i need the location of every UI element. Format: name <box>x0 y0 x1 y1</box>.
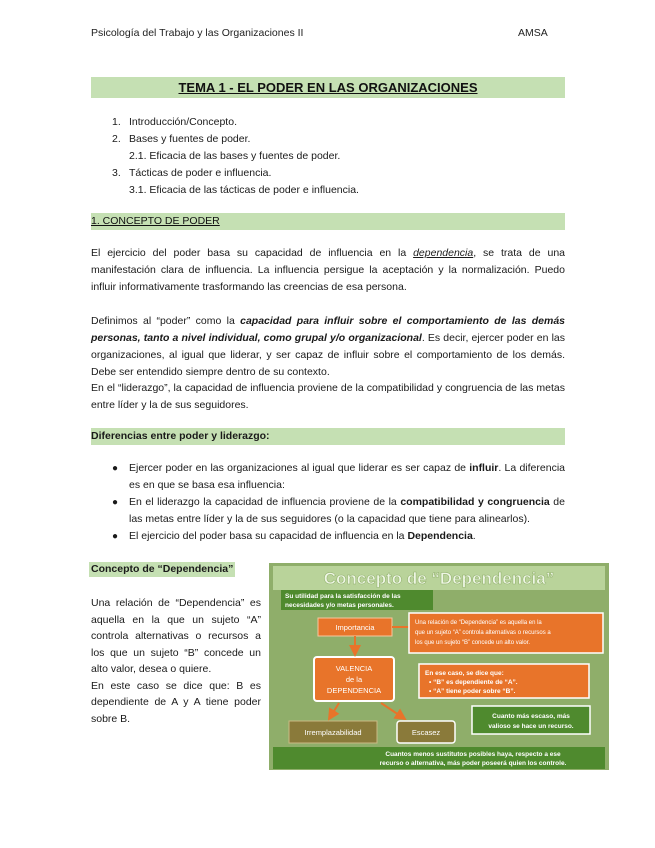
list-item: ● En el liderazgo la capacidad de influencia proviene de la compatibilidad y congruencia de las metas entre líder y la de sus seguidores (o la capacidad que tiene para alinearlos). <box>112 496 565 525</box>
utility-note-line: Su utilidad para la satisfacción de las <box>285 593 401 600</box>
subheading-diferencias: Diferencias entre poder y liderazgo: <box>91 428 565 445</box>
substitutes-note-line: recurso o alternativa, más poder poseerá quien los controle. <box>379 760 567 767</box>
toc-item: 2. Bases y fuentes de poder. <box>112 133 251 145</box>
case-line: • “B” es dependiente de “A”. <box>429 679 518 686</box>
importancia-label: Importancia <box>335 623 375 632</box>
paragraph-dependencia: El ejercicio del poder basa su capacidad de influencia en la dependencia, se trata de una manifestación clara de influencia. La influencia persigue la aceptación y la normalización. Puedo influir informativamente trasformando las creencias de esa persona. <box>91 247 565 293</box>
escasez-label: Escasez <box>411 728 441 737</box>
page-title: TEMA 1 - EL PODER EN LAS ORGANIZACIONES <box>91 77 565 98</box>
bullet-list <box>91 460 565 545</box>
header-author: AMSA <box>518 27 548 39</box>
definition-line: Una relación de “Dependencia” es aquella en la <box>415 620 542 626</box>
toc-item: 1. Introducción/Concepto. <box>112 116 237 128</box>
paragraph-liderazgo: En el “liderazgo”, la capacidad de influencia proviene de la compatibilidad y congruencia de las metas entre líder y la de sus seguidores. <box>91 382 565 411</box>
toc-item: 3. Tácticas de poder e influencia. <box>112 167 272 179</box>
table-of-contents <box>91 114 565 199</box>
valencia-label: VALENCIA <box>335 664 373 673</box>
scarcity-note-line: valioso se hace un recurso. <box>488 723 574 730</box>
case-line: • “A” tiene poder sobre “B”. <box>429 688 516 695</box>
scarcity-note-line: Cuanto más escaso, más <box>492 713 570 720</box>
case-line: En ese caso, se dice que: <box>425 670 504 677</box>
substitutes-note-line: Cuantos menos sustitutos posibles haya, respecto a ese <box>385 751 561 758</box>
definition-line: los que un sujeto “B” concede un alto valor. <box>415 640 531 646</box>
list-item: ● Ejercer poder en las organizaciones al igual que liderar es ser capaz de influir. La diferencia es en que se basa esa influencia: <box>112 462 565 491</box>
dependencia-description: Una relación de “Dependencia” es aquella en la que un sujeto “A” controla alternativas o recursos a los que un sujeto “B” concede un alto valor, desea o quiere. En este caso se dice que: B es dependiente de A y A tiene poder sobre B. <box>91 597 261 725</box>
subheading-dependencia: Concepto de “Dependencia” <box>91 563 234 575</box>
diagram-title: Concepto de “Dependencia” <box>323 569 555 588</box>
toc-subitem: 3.1. Eficacia de las tácticas de poder e influencia. <box>129 184 359 196</box>
list-item: ● El ejercicio del poder basa su capacidad de influencia en la Dependencia. <box>112 530 476 542</box>
valencia-label: DEPENDENCIA <box>326 686 382 695</box>
dependencia-diagram <box>269 563 609 770</box>
utility-note-line: necesidades y/o metas personales. <box>285 602 394 609</box>
paragraph-definicion-poder: Definimos al “poder” como la capacidad para influir sobre el comportamiento de las demás personas, tanto a nivel individual, como grupal y/o organizacional. Es decir, ejercer poder en las organizaciones, al igual que liderar, y ser capaz de influir sobre el comportamiento de los demás. Debe ser entendido siempre dentro de su contexto. <box>91 315 566 378</box>
section-heading: 1. CONCEPTO DE PODER <box>91 213 565 230</box>
valencia-label: de la <box>345 675 363 684</box>
irremplazabilidad-label: Irremplazabilidad <box>304 728 362 737</box>
definition-line: que un sujeto “A” controla alternativas o recursos a <box>415 630 551 636</box>
toc-subitem: 2.1. Eficacia de las bases y fuentes de poder. <box>129 150 341 162</box>
header-course: Psicología del Trabajo y las Organizaciones II <box>91 27 304 39</box>
